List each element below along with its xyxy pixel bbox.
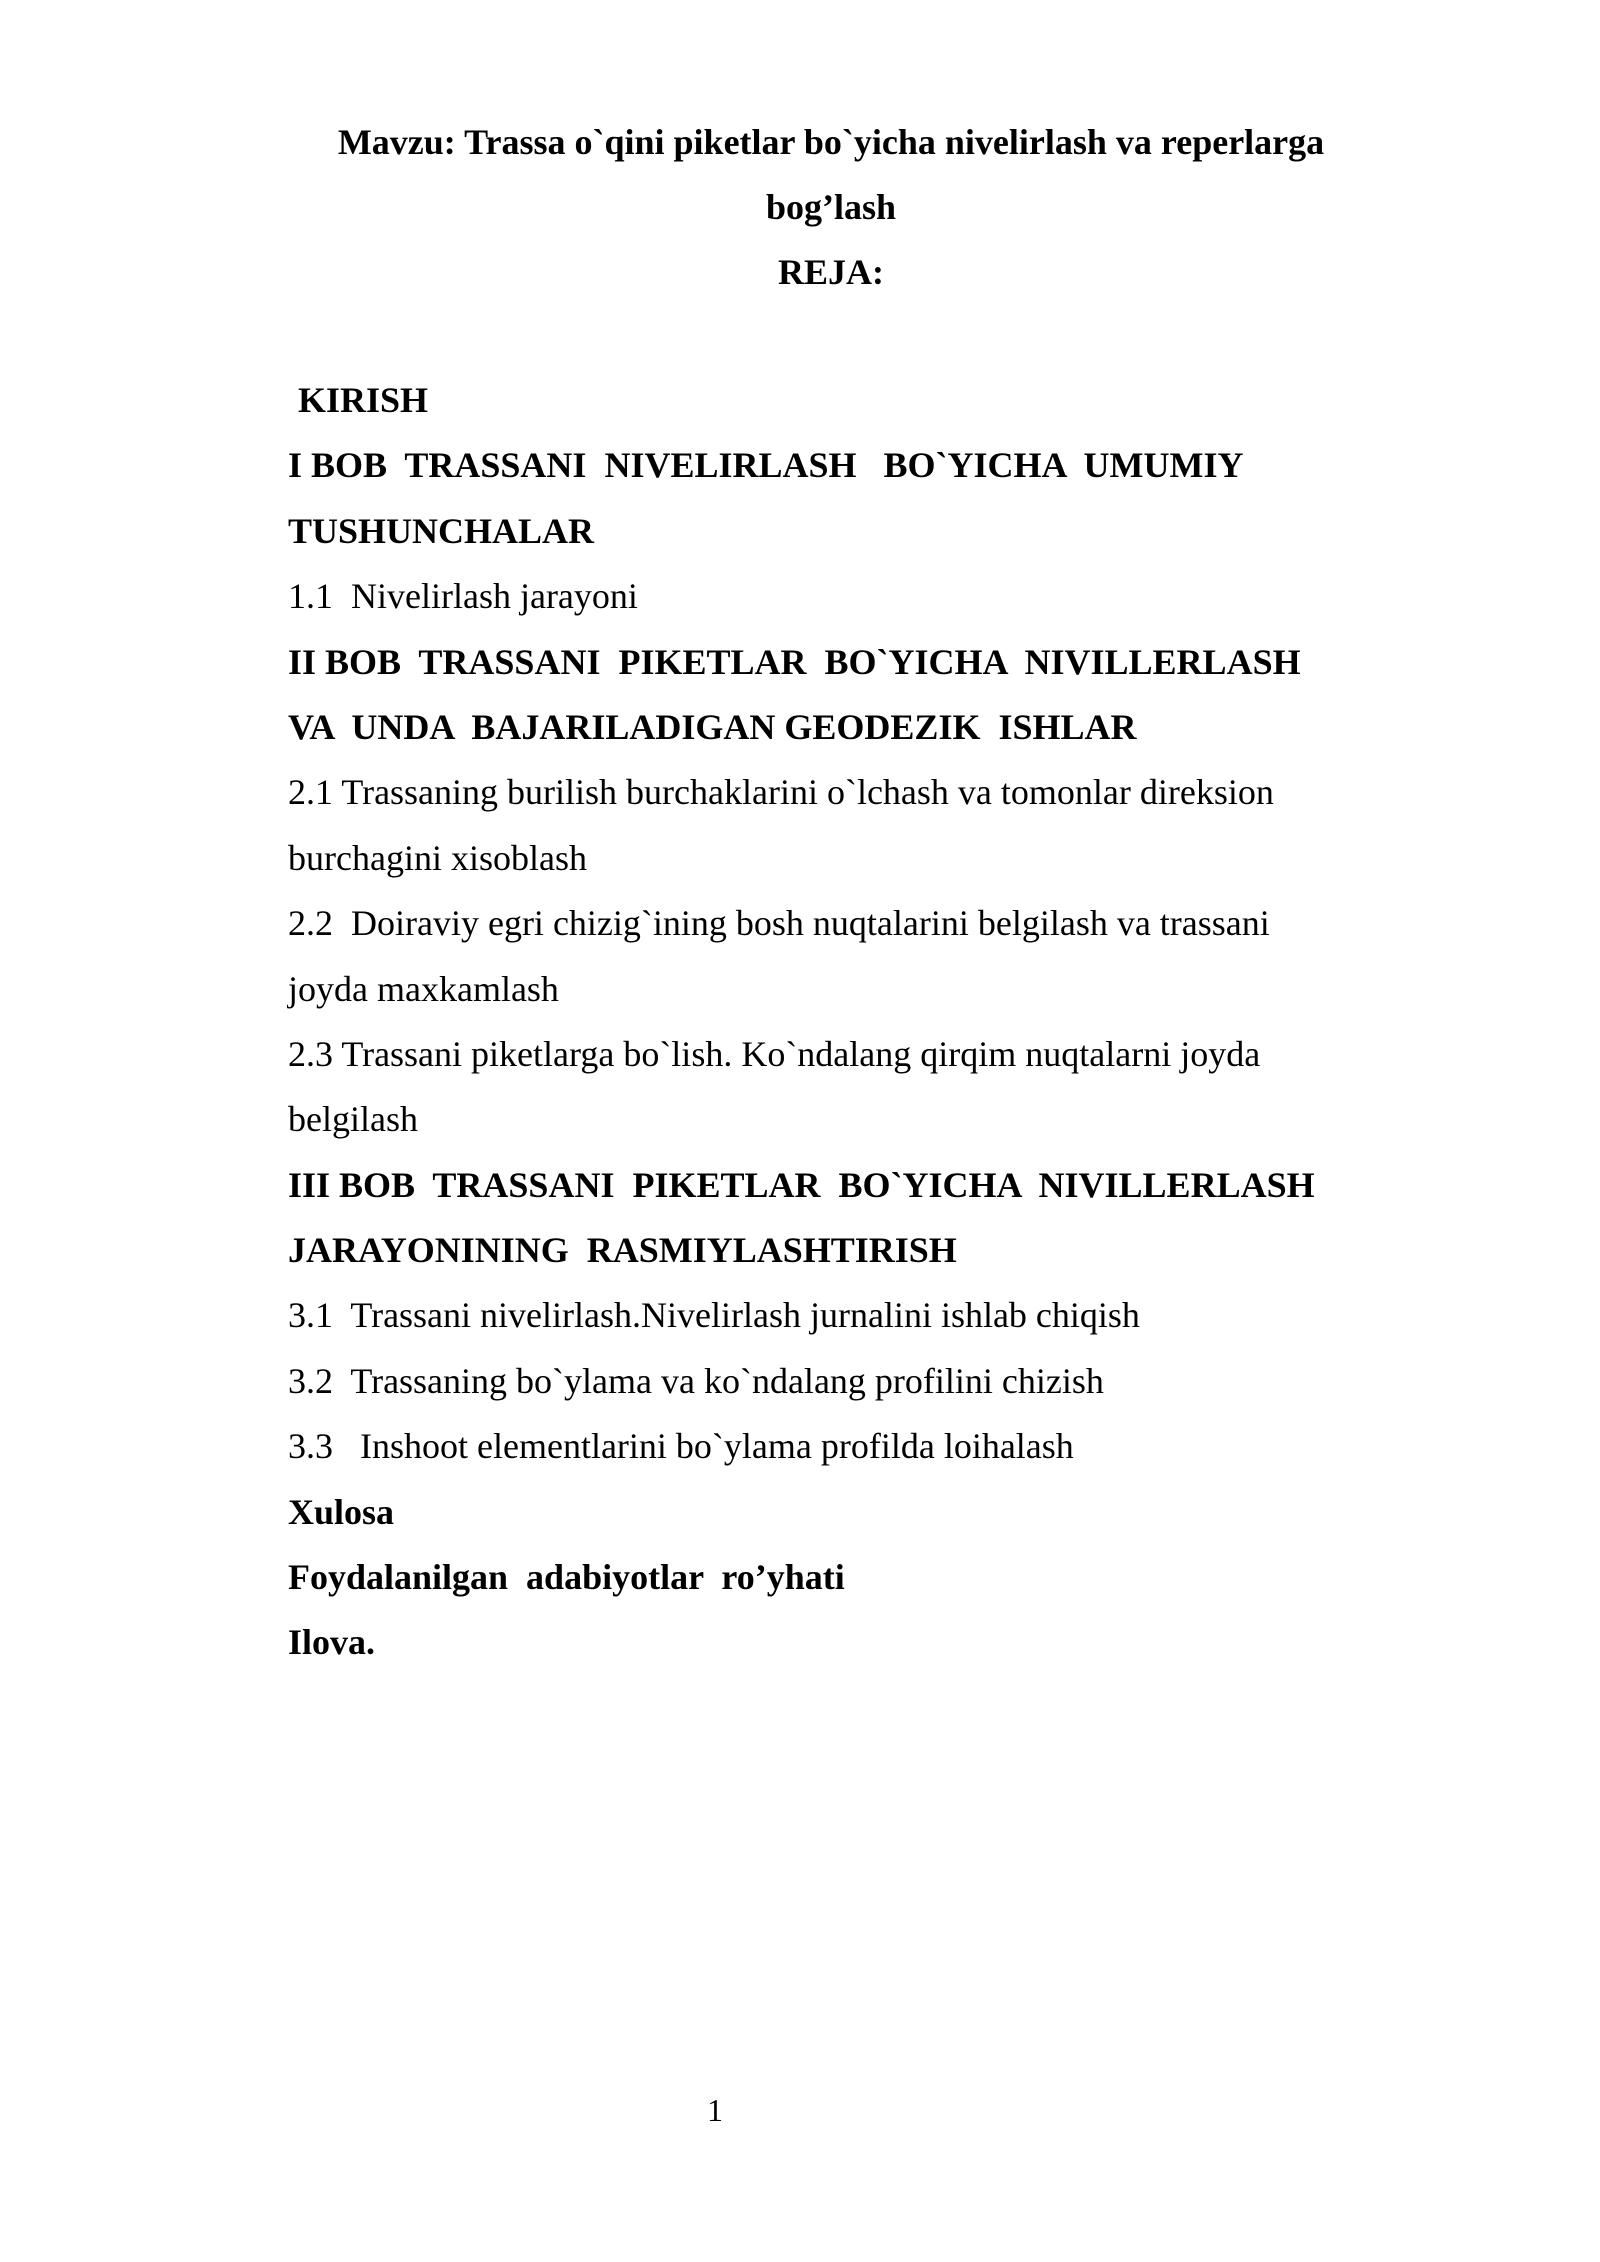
toc-section-2-1-line-1: 2.1 Trassaning burilish burchaklarini o`lchash va tomonlar direksion	[288, 772, 1274, 813]
toc-section-2-2-line-2: joyda maxkamlash	[288, 968, 559, 1009]
toc-chapter-2-line-2: VA UNDA BAJARILADIGAN GEODEZIK ISHLAR	[288, 706, 1137, 747]
page-number: 1	[707, 2092, 723, 2128]
toc-chapter-1-line-1: I BOB TRASSANI NIVELIRLASH BO`YICHA UMUMIY	[288, 445, 1244, 486]
plan-heading: REJA:	[778, 252, 884, 292]
toc-section-3-1: 3.1 Trassani nivelirlash.Nivelirlash jurnalini ishlab chiqish	[288, 1295, 1140, 1336]
toc-kirish: KIRISH	[298, 380, 429, 420]
toc-section-1-1: 1.1 Nivelirlash jarayoni	[288, 576, 638, 617]
title-line-2: bog’lash	[765, 187, 897, 227]
toc-section-2-3-line-1: 2.3 Trassani piketlarga bo`lish. Ko`ndalang qirqim nuqtalarni joyda	[288, 1033, 1261, 1074]
toc-xulosa: Xulosa	[288, 1491, 395, 1532]
title-line-1: Mavzu: Trassa o`qini piketlar bo`yicha nivelirlash va reperlarga	[337, 122, 1325, 162]
toc-references: Foydalanilgan adabiyotlar ro’yhati	[288, 1557, 845, 1598]
toc-chapter-3-line-2: JARAYONINING RASMIYLASHTIRISH	[288, 1230, 957, 1271]
table-of-contents	[288, 368, 1388, 1676]
toc-section-2-3-line-2: belgilash	[288, 1099, 418, 1140]
toc-chapter-3-line-1: III BOB TRASSANI PIKETLAR BO`YICHA NIVILLERLASH	[288, 1164, 1315, 1205]
toc-section-3-2: 3.2 Trassaning bo`ylama va ko`ndalang profilini chizish	[288, 1360, 1104, 1401]
toc-section-3-3: 3.3 Inshoot elementlarini bo`ylama profilda loihalash	[288, 1426, 1074, 1467]
toc-section-2-1-line-2: burchagini xisoblash	[288, 837, 587, 878]
toc-chapter-2-line-1: II BOB TRASSANI PIKETLAR BO`YICHA NIVILLERLASH	[288, 641, 1301, 682]
toc-ilova: Ilova.	[288, 1622, 376, 1663]
toc-chapter-1-line-2: TUSHUNCHALAR	[288, 510, 595, 551]
toc-section-2-2-line-1: 2.2 Doiraviy egri chizig`ining bosh nuqtalarini belgilash va trassani	[288, 903, 1270, 944]
document-title	[288, 110, 1374, 240]
